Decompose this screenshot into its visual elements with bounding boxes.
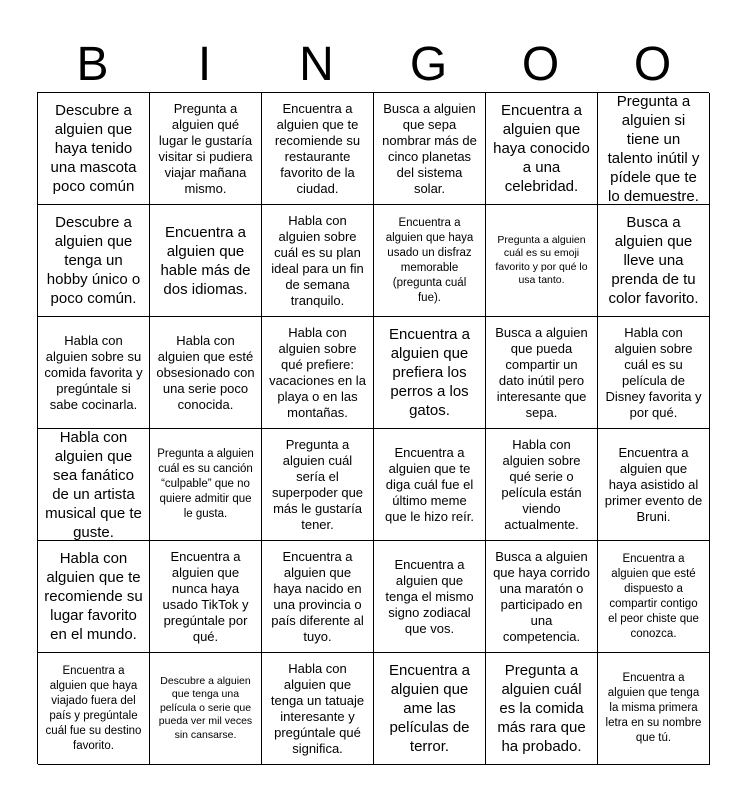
cell-text: Habla con alguien sobre qué prefiere: vacaciones en la playa o en las montañas. bbox=[269, 324, 366, 420]
bingo-cell[interactable] bbox=[374, 429, 486, 541]
cell-text: Busca a alguien que lleve una prenda de tu color favorito. bbox=[608, 214, 699, 307]
cell-text: Pregunta a alguien qué lugar le gustaría visitar si pudiera viajar mañana mismo. bbox=[158, 100, 253, 196]
cell-text: Descubre a alguien que tenga un hobby único o poco común. bbox=[46, 214, 141, 307]
bingo-cell[interactable] bbox=[262, 93, 374, 205]
bingo-board bbox=[37, 92, 709, 764]
bingo-cell[interactable] bbox=[150, 205, 262, 317]
cell-text: Encuentra a alguien que nunca haya usado TikTok y pregúntale por qué. bbox=[162, 548, 249, 644]
bingo-cell[interactable] bbox=[486, 317, 598, 429]
cell-text: Habla con alguien sobre cuál es su plan ideal para un fin de semana tranquilo. bbox=[271, 212, 364, 308]
cell-text: Habla con alguien sobre su comida favorita y pregúntale si sabe cocinarla. bbox=[44, 332, 143, 412]
bingo-cell[interactable] bbox=[262, 653, 374, 765]
cell-text: Encuentra a alguien que haya usado un disfraz memorable (pregunta cuál fue). bbox=[385, 216, 474, 304]
bingo-cell[interactable] bbox=[38, 541, 150, 653]
bingo-cell[interactable] bbox=[598, 317, 710, 429]
bingo-cell[interactable] bbox=[38, 205, 150, 317]
bingo-cell[interactable] bbox=[486, 541, 598, 653]
bingo-cell[interactable] bbox=[38, 317, 150, 429]
cell-text: Pregunta a alguien cuál es la comida más rara que ha probado. bbox=[497, 662, 586, 755]
cell-text: Habla con alguien que esté obsesionado con una serie poco conocida. bbox=[156, 332, 255, 412]
bingo-title bbox=[37, 38, 709, 92]
bingo-cell[interactable] bbox=[262, 541, 374, 653]
title-letter: O bbox=[521, 38, 561, 91]
bingo-cell[interactable] bbox=[150, 653, 262, 765]
cell-text: Habla con alguien que tenga un tatuaje interesante y pregúntale qué significa. bbox=[270, 660, 365, 756]
cell-text: Pregunta a alguien cuál es su emoji favorito y por qué lo usa tanto. bbox=[495, 233, 588, 286]
cell-text: Habla con alguien sobre cuál es su película de Disney favorita y por qué. bbox=[605, 324, 702, 420]
cell-text: Habla con alguien que sea fanático de un artista musical que te guste. bbox=[45, 429, 142, 541]
bingo-cell[interactable] bbox=[262, 429, 374, 541]
cell-text: Encuentra a alguien que tenga la misma primera letra en su nombre que tú. bbox=[605, 672, 702, 744]
cell-text: Busca a alguien que haya corrido una maratón o participado en una competencia. bbox=[493, 548, 590, 644]
cell-text: Encuentra a alguien que haya viajado fuera del país y pregúntale cuál fue su destino favorito. bbox=[45, 664, 142, 752]
bingo-cell[interactable] bbox=[38, 429, 150, 541]
bingo-cell[interactable] bbox=[262, 205, 374, 317]
bingo-cell[interactable] bbox=[598, 429, 710, 541]
bingo-cell[interactable] bbox=[150, 93, 262, 205]
cell-text: Encuentra a alguien que hable más de dos idiomas. bbox=[160, 223, 251, 298]
cell-text: Encuentra a alguien que esté dispuesto a compartir contigo el peor chiste que conozca. bbox=[608, 552, 699, 640]
cell-text: Encuentra a alguien que haya asistido al primer evento de Bruni. bbox=[604, 444, 703, 524]
title-letter: G bbox=[409, 38, 449, 91]
bingo-cell[interactable] bbox=[486, 93, 598, 205]
cell-text: Descubre a alguien que haya tenido una mascota poco común bbox=[50, 102, 137, 195]
bingo-cell[interactable] bbox=[598, 93, 710, 205]
cell-text: Encuentra a alguien que prefiera los perros a los gatos. bbox=[389, 326, 470, 419]
bingo-cell[interactable] bbox=[262, 317, 374, 429]
bingo-cell[interactable] bbox=[598, 653, 710, 765]
bingo-cell[interactable] bbox=[486, 429, 598, 541]
title-letter: I bbox=[197, 38, 213, 91]
bingo-cell[interactable] bbox=[150, 429, 262, 541]
bingo-cell[interactable] bbox=[374, 317, 486, 429]
cell-text: Busca a alguien que pueda compartir un dato inútil pero interesante que sepa. bbox=[495, 324, 588, 420]
bingo-cell[interactable] bbox=[486, 653, 598, 765]
cell-text: Descubre a alguien que tenga una película o serie que pueda ver mil veces sin cansarse. bbox=[158, 674, 253, 741]
bingo-cell[interactable] bbox=[38, 93, 150, 205]
cell-text: Habla con alguien que te recomiende su lugar favorito en el mundo. bbox=[44, 550, 143, 643]
cell-text: Encuentra a alguien que te diga cuál fue el último meme que le hizo reír. bbox=[385, 444, 474, 524]
bingo-cell[interactable] bbox=[374, 653, 486, 765]
bingo-cell[interactable] bbox=[486, 205, 598, 317]
bingo-cell[interactable] bbox=[598, 541, 710, 653]
bingo-cell[interactable] bbox=[150, 317, 262, 429]
cell-text: Encuentra a alguien que te recomiende su restaurante favorito de la ciudad. bbox=[274, 100, 361, 196]
cell-text: Encuentra a alguien que haya conocido a una celebridad. bbox=[493, 102, 590, 195]
cell-text: Encuentra a alguien que tenga el mismo signo zodiacal que vos. bbox=[385, 556, 474, 636]
cell-text: Pregunta a alguien cuál sería el superpoder que más le gustaría tener. bbox=[271, 436, 364, 532]
cell-text: Encuentra a alguien que ame las películas de terror. bbox=[389, 662, 470, 755]
cell-text: Busca a alguien que sepa nombrar más de cinco planetas del sistema solar. bbox=[382, 100, 477, 196]
title-letter: N bbox=[299, 38, 335, 91]
title-letter: B bbox=[76, 38, 110, 91]
cell-text: Pregunta a alguien si tiene un talento inútil y pídele que te lo demuestre. bbox=[607, 93, 700, 205]
title-letter: O bbox=[633, 38, 673, 91]
bingo-cell[interactable] bbox=[598, 205, 710, 317]
cell-text: Pregunta a alguien cuál es su canción “culpable” que no quiere admitir que le gusta. bbox=[157, 448, 254, 520]
bingo-cell[interactable] bbox=[374, 93, 486, 205]
bingo-cell[interactable] bbox=[150, 541, 262, 653]
bingo-cell[interactable] bbox=[374, 205, 486, 317]
cell-text: Habla con alguien sobre qué serie o película están viendo actualmente. bbox=[501, 436, 582, 532]
cell-text: Encuentra a alguien que haya nacido en una provincia o país diferente al tuyo. bbox=[271, 548, 364, 644]
bingo-cell[interactable] bbox=[38, 653, 150, 765]
bingo-cell[interactable] bbox=[374, 541, 486, 653]
